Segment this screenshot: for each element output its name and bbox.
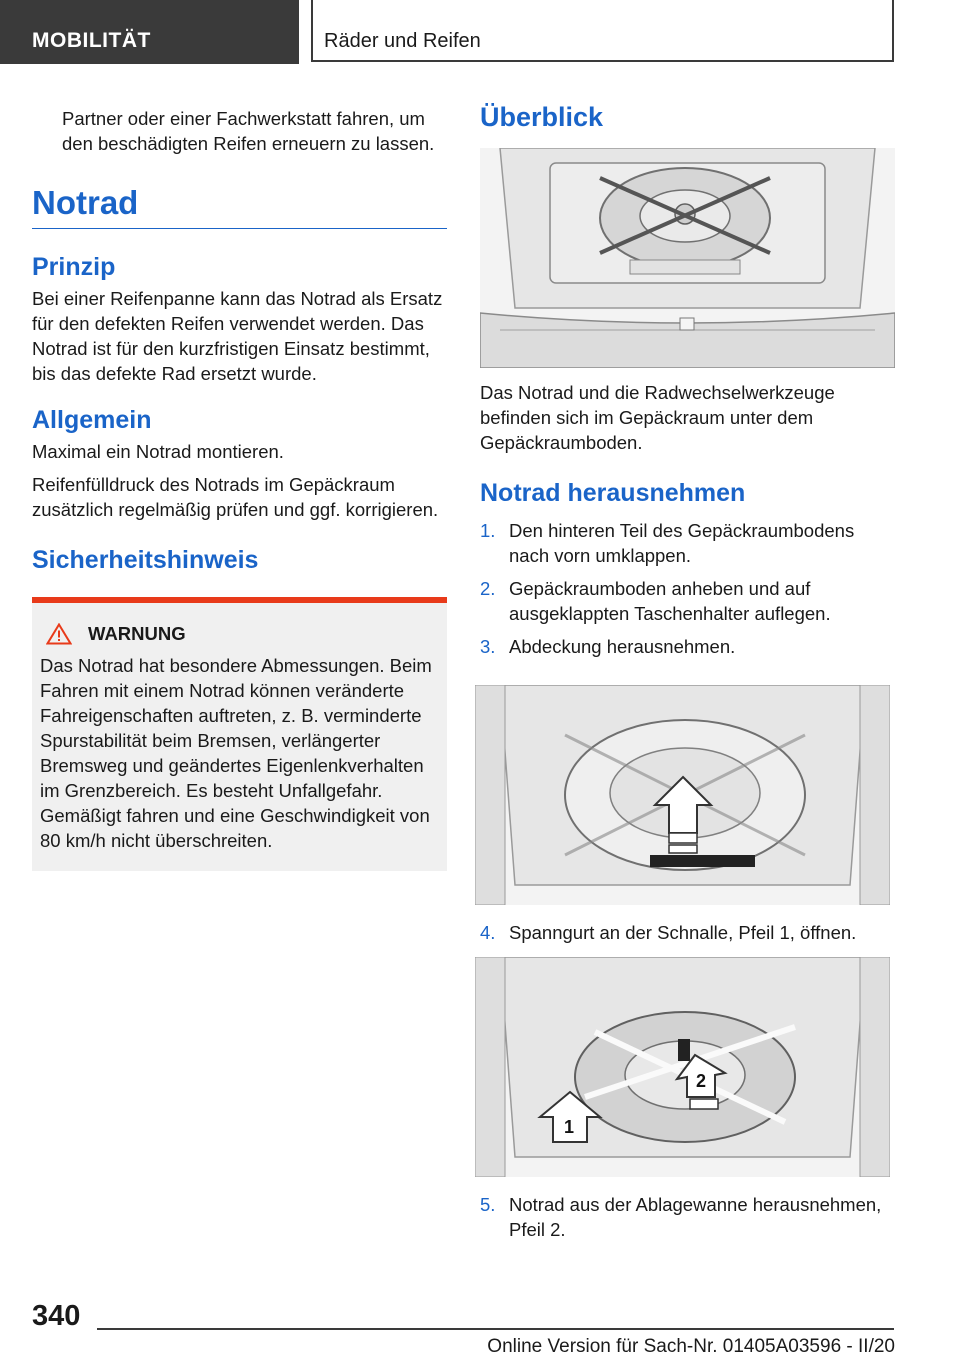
herausnehmen-heading: Notrad herausnehmen — [480, 479, 746, 507]
arrow-label-1: 1 — [564, 1117, 575, 1137]
allgemein-text-1: Maximal ein Notrad montieren. — [32, 441, 284, 462]
step-text: Den hinteren Teil des Gepäckraumbodens nach vorn umklappen. — [509, 520, 855, 566]
allgemein-heading: Allgemein — [32, 406, 152, 434]
ueberblick-heading: Überblick — [480, 102, 604, 132]
strap-release-illustration — [475, 957, 890, 1177]
step-text: Abdeckung herausnehmen. — [509, 636, 736, 657]
right-text-block — [480, 380, 895, 659]
list-item — [480, 1192, 895, 1242]
prinzip-text: Bei einer Reifenpanne kann das Notrad als Ersatz für den defekten Reifen verwendet werden. Das Notrad ist für den kurzfristigen Einsatz bestimmt, bis das defekte Rad ersetzt wurde. — [32, 288, 443, 384]
warning-text: Das Notrad hat besondere Abmessungen. Beim Fahren mit einem Notrad können veränderte Fahreigenschaften auftreten, z. B. verminderte Spurstabilität beim Bremsen, verlängerter Bremsweg und geändertes Eigenlenkverhalten im Grenzbereich. Es besteht Unfallgefahr. Gemäßigt fahren und eine Geschwindigkeit von 80 km/h nicht überschreiten. — [40, 655, 432, 851]
footer-text: Online Version für Sach-Nr. 01405A03596 - II/20 — [487, 1336, 895, 1357]
sicherheit-heading: Sicherheitshinweis — [32, 546, 259, 574]
step-number: 4. — [480, 922, 496, 943]
trunk-overview-illustration — [480, 148, 895, 368]
warning-title: WARNUNG — [88, 623, 186, 644]
chapter-tab — [311, 0, 894, 62]
step-list — [480, 518, 895, 659]
list-item — [480, 576, 895, 626]
section-title: MOBILITÄT — [32, 29, 151, 52]
section-tab — [0, 0, 299, 64]
intro-text: Partner oder einer Fachwerkstatt fahren, um den beschädigten Reifen erneuern zu lassen. — [62, 108, 435, 154]
list-item — [480, 920, 895, 945]
page-number: 340 — [32, 1300, 81, 1332]
step-number: 3. — [480, 636, 496, 657]
chapter-title: Räder und Reifen — [324, 30, 481, 52]
arrow-label-2: 2 — [696, 1071, 707, 1091]
left-column — [32, 100, 447, 871]
list-item — [480, 634, 895, 659]
list-item — [480, 518, 895, 568]
step-number: 2. — [480, 578, 496, 599]
step-5-block — [480, 1192, 895, 1242]
step-text: Notrad aus der Ablagewanne herausnehmen, Pfeil 2. — [509, 1194, 882, 1240]
page-title: Notrad — [32, 184, 447, 229]
warning-box — [32, 597, 447, 871]
step-text: Gepäckraumboden anheben und auf ausgeklappten Taschenhalter auflegen. — [509, 578, 831, 624]
prinzip-heading: Prinzip — [32, 253, 116, 281]
step-number: 5. — [480, 1194, 496, 1215]
right-column — [480, 100, 895, 133]
step-4-block — [480, 920, 895, 945]
cover-removal-illustration — [475, 685, 890, 905]
warning-header — [40, 623, 439, 645]
ueberblick-text: Das Notrad und die Radwechselwerkzeuge befinden sich im Gepäckraum unter dem Gepäckraumboden. — [480, 382, 835, 453]
footer-divider — [97, 1328, 894, 1330]
warning-triangle-icon — [46, 623, 72, 645]
allgemein-text-2: Reifenfülldruck des Notrads im Gepäckraum zusätzlich regelmäßig prüfen und ggf. korrigieren. — [32, 474, 439, 520]
step-number: 1. — [480, 520, 496, 541]
step-text: Spanngurt an der Schnalle, Pfeil 1, öffnen. — [509, 922, 857, 943]
